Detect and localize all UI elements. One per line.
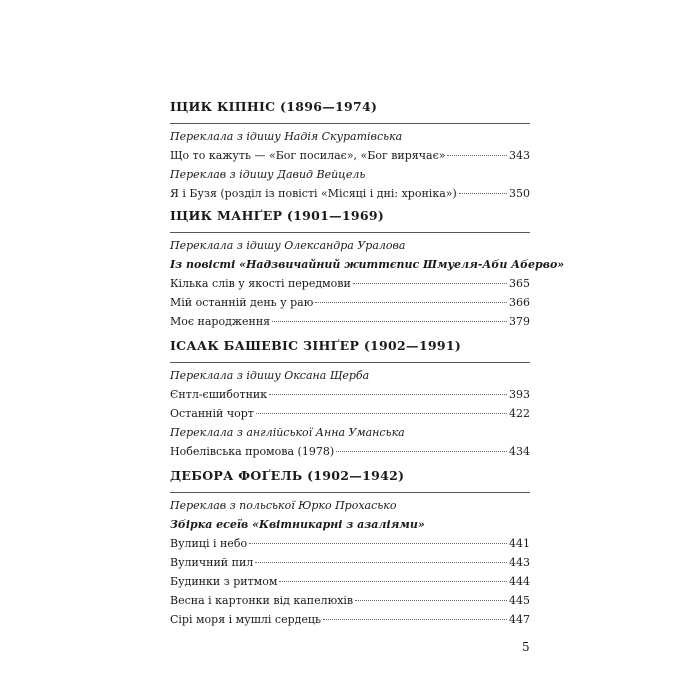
entry-page: 366: [509, 296, 530, 309]
dot-leader: [272, 321, 507, 322]
translator-credit: Переклала з англійської Анна Уманська: [170, 426, 405, 439]
dot-leader: [249, 543, 507, 544]
entry-title: Сірі моря і мушлі сердець: [170, 613, 321, 626]
dot-leader: [279, 581, 507, 582]
toc-entry[interactable]: [170, 534, 530, 553]
translator-credit: Переклала з ідишу Оксана Щерба: [170, 369, 370, 382]
entry-page: 441: [509, 537, 530, 550]
translator-credit: Переклала з ідишу Олександра Уралова: [170, 239, 406, 252]
entry-title: Весна і картонки від капелюхів: [170, 594, 354, 607]
entry-page: 443: [509, 556, 530, 569]
toc-entry[interactable]: [170, 442, 530, 461]
entry-page: 365: [509, 277, 530, 290]
dot-leader: [447, 155, 507, 156]
entry-page: 434: [509, 445, 530, 458]
collection-subtitle: Із повісті «Надзвичайний життєпис Шмуеля-Аби Аберво»: [170, 258, 565, 271]
entry-title: Вуличний пил: [170, 556, 254, 569]
translator-credit: Переклав з ідишу Давид Вейцель: [170, 168, 366, 181]
section-divider: [170, 362, 530, 363]
entry-page: 350: [509, 187, 530, 200]
toc-entry[interactable]: [170, 385, 530, 404]
entry-title: Моє народження: [170, 315, 271, 328]
author-heading: ІЦИК МАНҐЕР (1901—1969): [170, 208, 385, 223]
toc-section: [170, 97, 530, 203]
dot-leader: [323, 619, 507, 620]
entry-title: Вулиці і небо: [170, 537, 248, 550]
toc-entry[interactable]: [170, 591, 530, 610]
toc-entry[interactable]: [170, 312, 530, 331]
entry-title: Я і Бузя (розділ із повісті «Місяці і дні: хроніка»): [170, 187, 457, 200]
entry-page: 393: [509, 388, 530, 401]
dot-leader: [269, 394, 507, 395]
dot-leader: [336, 451, 507, 452]
entry-page: 343: [509, 149, 530, 162]
dot-leader: [459, 193, 507, 194]
toc-section: [170, 466, 530, 629]
entry-page: 444: [509, 575, 530, 588]
toc-entry[interactable]: [170, 146, 530, 165]
toc-entry[interactable]: [170, 293, 530, 312]
toc-entry[interactable]: [170, 274, 530, 293]
entry-title: Останній чорт: [170, 407, 254, 420]
toc-section: [170, 336, 530, 461]
toc-entry[interactable]: [170, 404, 530, 423]
section-divider: [170, 492, 530, 493]
translator-credit: Переклала з ідишу Надія Скуратівська: [170, 130, 403, 143]
entry-title: Єнтл-єшиботник: [170, 388, 268, 401]
toc-page: [170, 0, 565, 700]
author-heading: ДЕБОРА ФОҐЕЛЬ (1902—1942): [170, 468, 405, 483]
toc-section: [170, 206, 565, 331]
entry-page: 447: [509, 613, 530, 626]
toc-entry[interactable]: [170, 610, 530, 629]
dot-leader: [255, 562, 507, 563]
toc-entry[interactable]: [170, 572, 530, 591]
entry-title: Мій останній день у раю: [170, 296, 314, 309]
author-heading: ІСААК БАШЕВІС ЗІНҐЕР (1902—1991): [170, 338, 462, 353]
dot-leader: [355, 600, 507, 601]
entry-title: Будинки з ритмом: [170, 575, 278, 588]
dot-leader: [315, 302, 507, 303]
toc-entry[interactable]: [170, 184, 530, 203]
entry-title: Нобелівська промова (1978): [170, 445, 335, 458]
section-divider: [170, 232, 530, 233]
entry-page: 379: [509, 315, 530, 328]
collection-subtitle: Збірка есеїв «Квітникарні з азаліями»: [170, 518, 425, 531]
section-divider: [170, 123, 530, 124]
toc-entry[interactable]: [170, 553, 530, 572]
entry-page: 422: [509, 407, 530, 420]
author-heading: ІЦИК КІПНІС (1896—1974): [170, 99, 378, 114]
translator-credit: Переклав з польської Юрко Прохасько: [170, 499, 397, 512]
entry-title: Що то кажуть — «Бог посилає», «Бог вирячає»: [170, 149, 446, 162]
entry-title: Кілька слів у якості передмови: [170, 277, 351, 290]
entry-page: 445: [509, 594, 530, 607]
dot-leader: [256, 413, 507, 414]
dot-leader: [353, 283, 507, 284]
page-number: 5: [522, 640, 530, 654]
